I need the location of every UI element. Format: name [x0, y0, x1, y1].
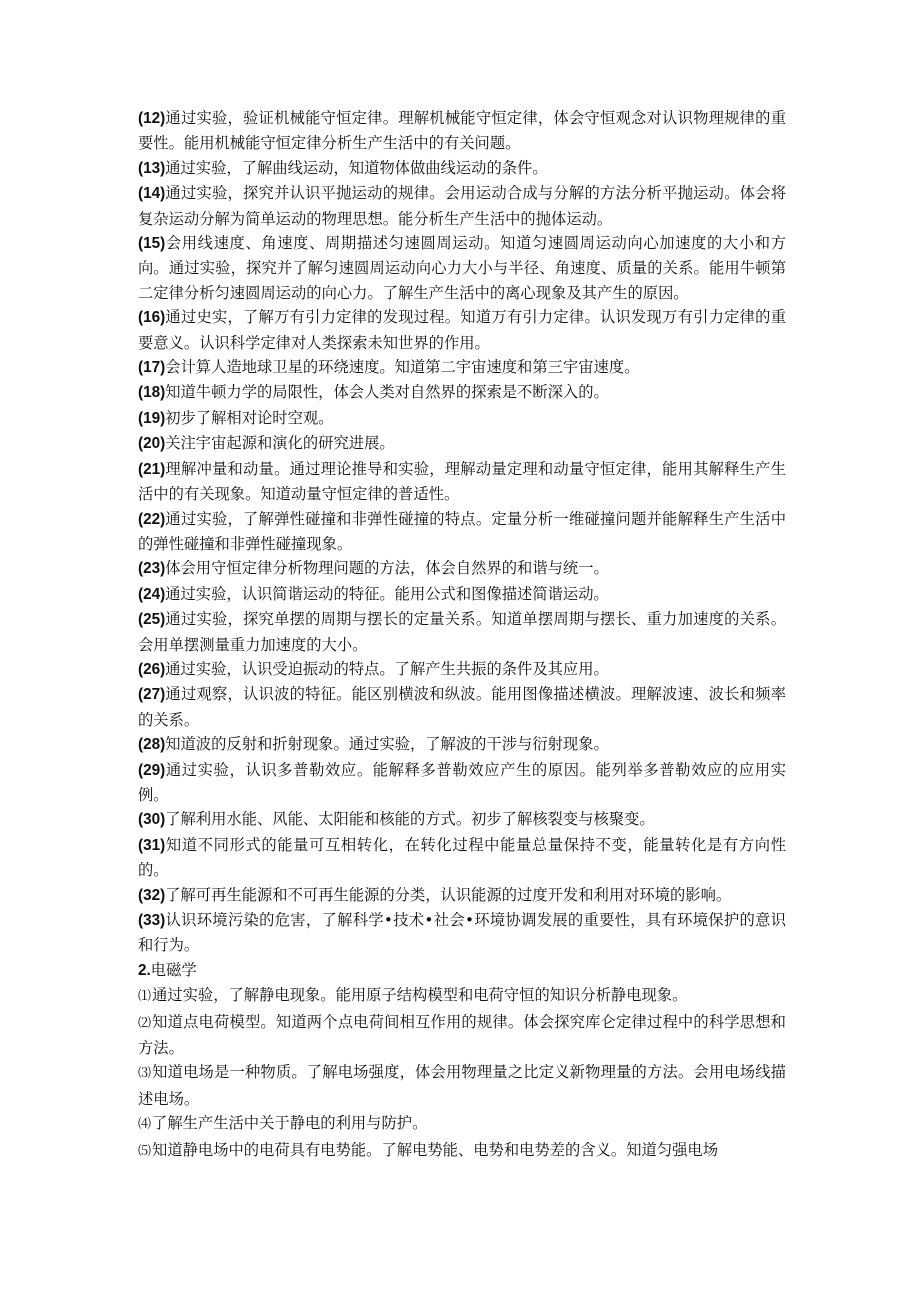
item-text: 初步了解相对论时空观。	[165, 408, 334, 427]
item-number: (17)	[138, 359, 166, 377]
item-number: (13)	[138, 159, 166, 177]
list-item	[138, 181, 786, 231]
item-text: 通过实验，认识多普勒效应。能解释多普勒效应产生的原因。能列举多普勒效应的应用实例。	[138, 760, 786, 804]
item-text: 知道牛顿力学的局限性，体会人类对自然界的探索是不断深入的。	[165, 383, 609, 402]
item-text: 通过实验，了解弹性碰撞和非弹性碰撞的特点。定量分析一维碰撞问题并能解释生产生活中的弹性碰撞和非弹性碰撞现象。	[138, 509, 786, 553]
list-item	[138, 406, 786, 431]
item-number: (30)	[138, 811, 166, 829]
item-number: (29)	[138, 761, 166, 779]
item-number: (20)	[138, 435, 166, 453]
item-number: (18)	[138, 384, 166, 402]
item-text: 关注宇宙起源和演化的研究进展。	[165, 434, 395, 453]
item-number: ⑶	[138, 1066, 152, 1082]
item-text: 了解生产生活中关于静电的利用与防护。	[152, 1114, 428, 1133]
item-text: 知道点电荷模型。知道两个点电荷间相互作用的规律。体会探究库仑定律过程中的科学思想和方法。	[138, 1012, 786, 1058]
item-text: 理解冲量和动量。通过理论推导和实验，理解动量定理和动量守恒定律，能用其解释生产生活中的有关现象。知道动量守恒定律的普适性。	[138, 459, 786, 504]
item-text: 通过实验，了解曲线运动，知道物体做曲线运动的条件。	[165, 158, 548, 177]
item-number: ⑷	[138, 1117, 152, 1133]
list-item	[138, 380, 786, 405]
list-item	[138, 607, 786, 657]
list-item	[138, 908, 786, 958]
list-item	[138, 758, 786, 808]
item-text: 通过观察，认识波的特征。能区别横波和纵波。能用图像描述横波。理解波速、波长和频率的关系。	[138, 685, 786, 729]
list-item	[138, 457, 786, 507]
list-item	[138, 732, 786, 757]
item-text: 了解可再生能源和不可再生能源的分类，认识能源的过度开发和利用对环境的影响。	[165, 885, 732, 904]
section1-list	[138, 106, 786, 958]
item-number: (22)	[138, 510, 166, 528]
list-item	[138, 231, 786, 305]
item-text: 通过史实，了解万有引力定律的发现过程。知道万有引力定律。认识发现万有引力定律的重要意义。认识科学定律对人类探索未知世界的作用。	[138, 308, 786, 352]
item-number: (15)	[138, 235, 166, 253]
list-item	[138, 807, 786, 832]
list-item	[138, 1111, 786, 1137]
item-number: ⑵	[138, 1015, 152, 1031]
item-text: 通过实验，探究单摆的周期与摆长的定量关系。知道单摆周期与摆长、重力加速度的关系。会用单摆测量重力加速度的大小。	[138, 610, 786, 654]
list-item	[138, 833, 786, 883]
document-page	[138, 106, 786, 1164]
item-number: (23)	[138, 560, 166, 578]
item-number: ⑴	[138, 989, 152, 1005]
list-item	[138, 657, 786, 682]
item-number: (26)	[138, 660, 166, 678]
list-item	[138, 1060, 786, 1111]
item-number: (28)	[138, 736, 166, 754]
list-item	[138, 355, 786, 380]
item-number: (25)	[138, 611, 166, 629]
item-number: (12)	[138, 110, 166, 127]
list-item	[138, 556, 786, 581]
item-number: (24)	[138, 585, 166, 603]
list-item	[138, 431, 786, 456]
item-text: 通过实验，认识受迫振动的特点。了解产生共振的条件及其应用。	[165, 659, 609, 678]
list-item	[138, 156, 786, 181]
item-number: (33)	[138, 912, 166, 929]
item-number: ⑸	[138, 1143, 152, 1159]
section-number: 2.	[138, 961, 151, 979]
item-text: 通过实验，认识简谐运动的特征。能用公式和图像描述简谐运动。	[165, 584, 609, 603]
list-item	[138, 507, 786, 557]
list-item	[138, 305, 786, 355]
section2-list	[138, 983, 786, 1164]
list-item	[138, 1138, 786, 1164]
item-text: 知道静电场中的电荷具有电势能。了解电势能、电势和电势差的含义。知道匀强电场	[152, 1140, 719, 1159]
item-number: (16)	[138, 309, 166, 327]
item-text: 通过实验，探究并认识平抛运动的规律。会用运动合成与分解的方法分析平抛运动。体会将复杂运动分解为简单运动的物理思想。能分析生产生活中的抛体运动。	[138, 184, 786, 228]
item-text: 会计算人造地球卫星的环绕速度。知道第二宇宙速度和第三宇宙速度。	[165, 358, 640, 377]
list-item	[138, 883, 786, 908]
item-number: (14)	[138, 185, 166, 203]
item-number: (27)	[138, 686, 166, 704]
list-item	[138, 106, 786, 156]
list-item	[138, 1010, 786, 1061]
item-number: (31)	[138, 836, 166, 854]
list-item	[138, 682, 786, 732]
item-text: 通过实验，了解静电现象。能用原子结构模型和电荷守恒的知识分析静电现象。	[152, 986, 688, 1005]
item-number: (19)	[138, 409, 166, 427]
item-text: 知道波的反射和折射现象。通过实验，了解波的干涉与衍射现象。	[165, 735, 609, 754]
list-item	[138, 983, 786, 1009]
item-text: 会用线速度、角速度、周期描述匀速圆周运动。知道匀速圆周运动向心加速度的大小和方向。通过实验，探究并了解匀速圆周运动向心力大小与半径、角速度、质量的关系。能用牛顿第二定律分析匀速圆周运动的向心力。了解生产生活中的离心现象及其产生的原因。	[138, 234, 786, 302]
item-text: 体会用守恒定律分析物理问题的方法，体会自然界的和谐与统一。	[165, 559, 609, 578]
item-number: (32)	[138, 886, 166, 904]
section-heading	[138, 958, 786, 983]
item-text: 认识环境污染的危害，了解科学•技术•社会•环境协调发展的重要性，具有环境保护的意识和行为。	[138, 911, 786, 955]
item-text: 知道不同形式的能量可互相转化，在转化过程中能量总量保持不变，能量转化是有方向性的。	[138, 835, 786, 880]
item-number: (21)	[138, 460, 166, 478]
item-text: 知道电场是一种物质。了解电场强度，体会用物理量之比定义新物理量的方法。会用电场线描述电场。	[138, 1063, 786, 1108]
list-item	[138, 582, 786, 607]
item-text: 通过实验，验证机械能守恒定律。理解机械能守恒定律，体会守恒观念对认识物理规律的重要性。能用机械能守恒定律分析生产生活中的有关问题。	[138, 109, 786, 153]
item-text: 了解利用水能、风能、太阳能和核能的方式。初步了解核裂变与核聚变。	[165, 810, 655, 829]
section-title: 电磁学	[150, 960, 197, 979]
